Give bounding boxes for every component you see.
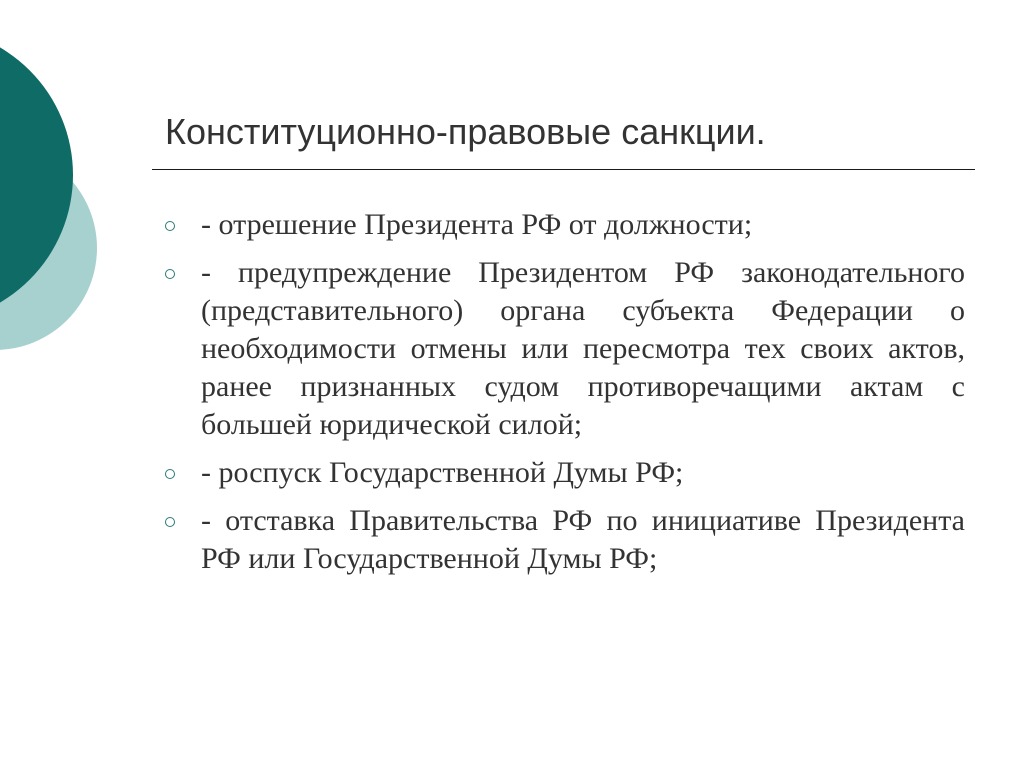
slide-title: Конституционно-правовые санкции. bbox=[165, 111, 766, 152]
bullet-text: - роспуск Государственной Думы РФ; bbox=[201, 456, 684, 489]
bullet-text: - предупреждение Президентом РФ законодательного (представительного) органа субъекта Федерации о необходимости отмены или пересмотра тех своих актов, ранее признанных судом противоречащими актам с большей юридической силой; bbox=[201, 256, 965, 441]
bullet-text: - отставка Правительства РФ по инициативе Президента РФ или Государственной Думы РФ; bbox=[201, 504, 965, 575]
bullet-item bbox=[160, 206, 965, 244]
title-divider bbox=[152, 169, 975, 170]
bullet-item bbox=[160, 502, 965, 578]
bullet-list bbox=[160, 206, 965, 588]
bullet-item bbox=[160, 254, 965, 444]
bullet-circle-icon bbox=[165, 469, 175, 479]
bullet-item bbox=[160, 454, 965, 492]
bullet-circle-icon bbox=[165, 517, 175, 527]
decorative-circles bbox=[0, 0, 140, 420]
bullet-circle-icon bbox=[165, 221, 175, 231]
bullet-circle-icon bbox=[165, 269, 175, 279]
bullet-text: - отрешение Президента РФ от должности; bbox=[201, 208, 753, 241]
